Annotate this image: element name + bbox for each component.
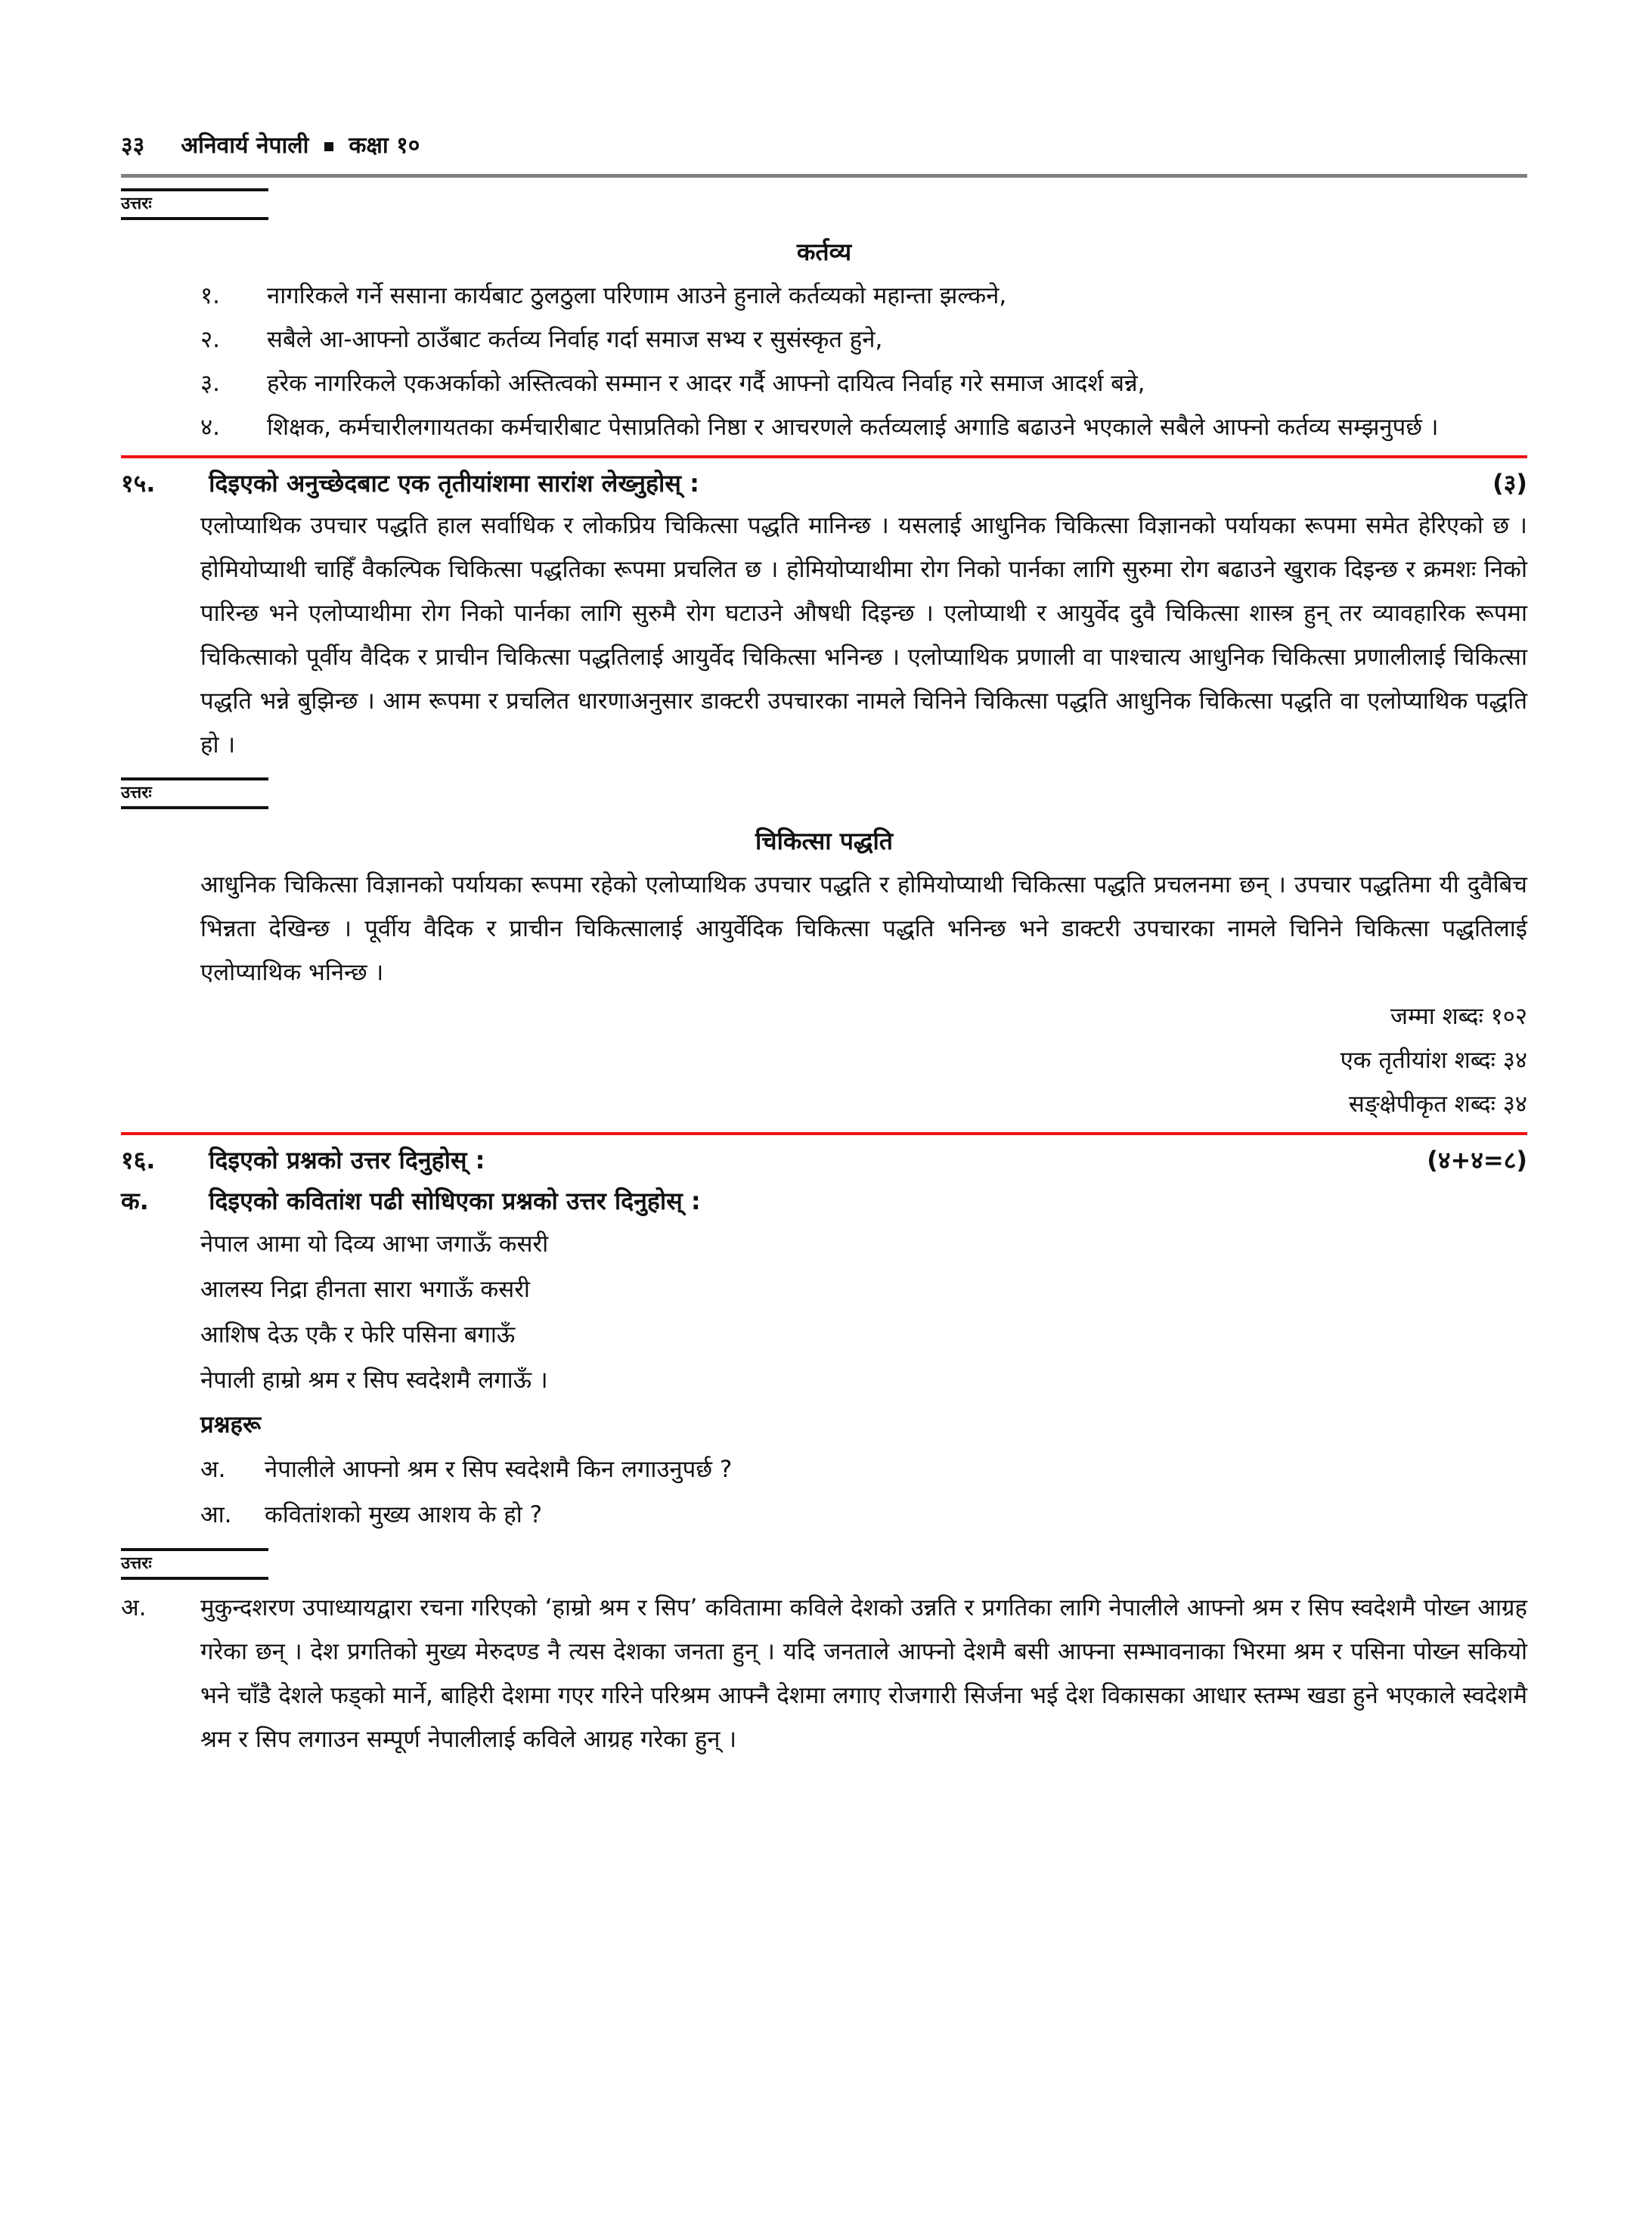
list-item [121, 318, 1527, 361]
part-label: क. [121, 1187, 149, 1215]
answer-item-number: अ. [121, 1594, 147, 1621]
duty-list [121, 274, 1527, 449]
question-16-heading [121, 1140, 1527, 1181]
item-text: हरेक नागरिकले एकअर्काको अस्तित्वको सम्मान र आदर गर्दै आफ्नो दायित्व निर्वाह गरे समाज आदर्श बन्ने, [267, 370, 1145, 397]
section-divider [121, 455, 1527, 458]
question-item-number: अ. [200, 1456, 226, 1483]
item-text: सबैले आ-आफ्नो ठाउँबाट कर्तव्य निर्वाह गर्दा समाज सभ्य र सुसंस्कृत हुने, [267, 326, 883, 353]
questions-heading: प्रश्नहरू [200, 1411, 262, 1438]
question-item [200, 1447, 1527, 1492]
section-title-duty: कर्तव्य [796, 237, 852, 266]
question-item-text: नेपालीले आफ्नो श्रम र सिप स्वदेशमै किन लगाउनुपर्छ ? [265, 1456, 733, 1483]
question-item-text: कवितांशको मुख्य आशय के हो ? [265, 1501, 543, 1528]
running-header [121, 129, 1527, 171]
answer-item [121, 1586, 1527, 1761]
part-instruction: दिइएको कवितांश पढी सोधिएका प्रश्नको उत्तर दिनुहोस् : [209, 1187, 701, 1215]
poem-line: नेपाली हाम्रो श्रम र सिप स्वदेशमै लगाऊँ । [200, 1367, 548, 1394]
poem [200, 1221, 1527, 1403]
part-ka-heading [121, 1181, 1527, 1221]
list-item [121, 274, 1527, 318]
list-item [121, 405, 1527, 449]
page-number: ३३ [121, 132, 145, 159]
header-rule [121, 174, 1527, 178]
summary-text: आधुनिक चिकित्सा विज्ञानको पर्यायका रूपमा रहेको एलोप्याथिक उपचार पद्धति र होमियोप्याथी चिकित्सा पद्धति प्रचलनमा छन् । उपचार पद्धतिमा यी दुवैबिच भिन्नता देखिन्छ । पूर्वीय वैदिक र प्राचीन चिकित्सालाई आयुर्वेदिक चिकित्सा पद्धति भनिन्छ भने डाक्टरी उपचारका नामले चिनिने चिकित्सा पद्धतिलाई एलोप्याथिक भनिन्छ । [200, 871, 1527, 986]
question-item [200, 1492, 1527, 1537]
poem-line: नेपाल आमा यो दिव्य आभा जगाऊँ कसरी [200, 1230, 549, 1258]
answer-label: उत्तरः [121, 777, 268, 809]
question-instruction: दिइएको अनुच्छेदबाट एक तृतीयांशमा सारांश लेख्नुहोस् : [209, 469, 699, 498]
item-number: ४. [200, 414, 220, 441]
item-number: ३. [200, 370, 220, 397]
answer-label: उत्तरः [121, 188, 268, 220]
item-number: १. [200, 282, 220, 309]
word-count-total: जम्मा शब्दः १०२ [1390, 1003, 1527, 1030]
item-text: शिक्षक, कर्मचारीलगायतका कर्मचारीबाट पेसाप्रतिको निष्ठा र आचरणले कर्तव्यलाई अगाडि बढाउने भएकाले सबैले आफ्नो कर्तव्य सम्झनुपर्छ । [267, 414, 1439, 441]
question-15-heading [121, 463, 1527, 504]
summary-title: चिकित्सा पद्धति [755, 827, 893, 855]
square-bullet-icon [324, 142, 333, 151]
page [121, 129, 1527, 1761]
answer-label: उत्तरः [121, 1548, 268, 1580]
question-number: १६. [121, 1146, 156, 1174]
book-heading [181, 129, 420, 160]
answer-item-text: मुकुन्दशरण उपाध्यायद्वारा रचना गरिएको ‘हाम्रो श्रम र सिप’ कवितामा कविले देशको उन्नति र प्रगतिका लागि नेपालीले आफ्नो श्रम र सिप स्वदेशमै पोख्न आग्रह गरेका छन् । देश प्रगतिको मुख्य मेरुदण्ड नै त्यस देशका जनता हुन् । यदि जनताले आफ्नो देशमै बसी आफ्ना सम्भावनाका भिरमा श्रम र पसिना पोख्न सकियो भने चाँडै देशले फड्को मार्ने, बाहिरी देशमा गएर गरिने परिश्रम आफ्नै देशमा लगाए रोजगारी सिर्जना भई देश विकासका आधार स्तम्भ खडा हुने भएकाले स्वदेशमै श्रम र सिप लगाउन सम्पूर्ण नेपालीलाई कविले आग्रह गरेका हुन् । [200, 1594, 1527, 1753]
word-count-one-third: एक तृतीयांश शब्दः ३४ [1340, 1047, 1527, 1074]
questions-list [200, 1447, 1527, 1537]
question-marks: (३) [1492, 469, 1527, 498]
question-number: १५. [121, 469, 156, 498]
poem-line: आशिष देऊ एकै र फेरि पसिना बगाऊँ [200, 1321, 516, 1348]
item-number: २. [200, 326, 220, 353]
poem-line: आलस्य निद्रा हीनता सारा भगाऊँ कसरी [200, 1276, 530, 1303]
book-title: अनिवार्य नेपाली [181, 132, 309, 159]
passage: एलोप्याथिक उपचार पद्धति हाल सर्वाधिक र लोकप्रिय चिकित्सा पद्धति मानिन्छ । यसलाई आधुनिक चिकित्सा विज्ञानको पर्यायका रूपमा समेत हेरिएको छ । होमियोप्याथी चाहिँ वैकल्पिक चिकित्सा पद्धतिका रूपमा प्रचलित छ । होमियोप्याथीमा रोग निको पार्नका लागि सुरुमा रोग बढाउने खुराक दिइन्छ र क्रमशः निको पारिन्छ भने एलोप्याथीमा रोग निको पार्नका लागि सुरुमै रोग घटाउने औषधी दिइन्छ । एलोप्याथी र आयुर्वेद दुवै चिकित्सा शास्त्र हुन् तर व्यावहारिक रूपमा चिकित्साको पूर्वीय वैदिक र प्राचीन चिकित्सा पद्धतिलाई आयुर्वेद चिकित्सा भनिन्छ । एलोप्याथिक प्रणाली वा पाश्चात्य आधुनिक चिकित्सा प्रणालीलाई चिकित्सा पद्धति भन्ने बुझिन्छ । आम रूपमा र प्रचलित धारणाअनुसार डाक्टरी उपचारका नामले चिनिने चिकित्सा पद्धति आधुनिक चिकित्सा पद्धति वा एलोप्याथिक पद्धति हो । [200, 512, 1527, 759]
item-text: नागरिकले गर्ने ससाना कार्यबाट ठुलठुला परिणाम आउने हुनाले कर्तव्यको महान्ता झल्कने, [267, 282, 1007, 309]
question-item-number: आ. [200, 1501, 232, 1528]
section-divider [121, 1132, 1527, 1135]
list-item [121, 361, 1527, 405]
word-count-summarized: सङ्क्षेपीकृत शब्दः ३४ [1348, 1091, 1527, 1118]
question-marks: (४+४=८) [1427, 1146, 1527, 1174]
question-instruction: दिइएको प्रश्नको उत्तर दिनुहोस् : [209, 1146, 485, 1174]
class-label: कक्षा १० [349, 132, 420, 159]
